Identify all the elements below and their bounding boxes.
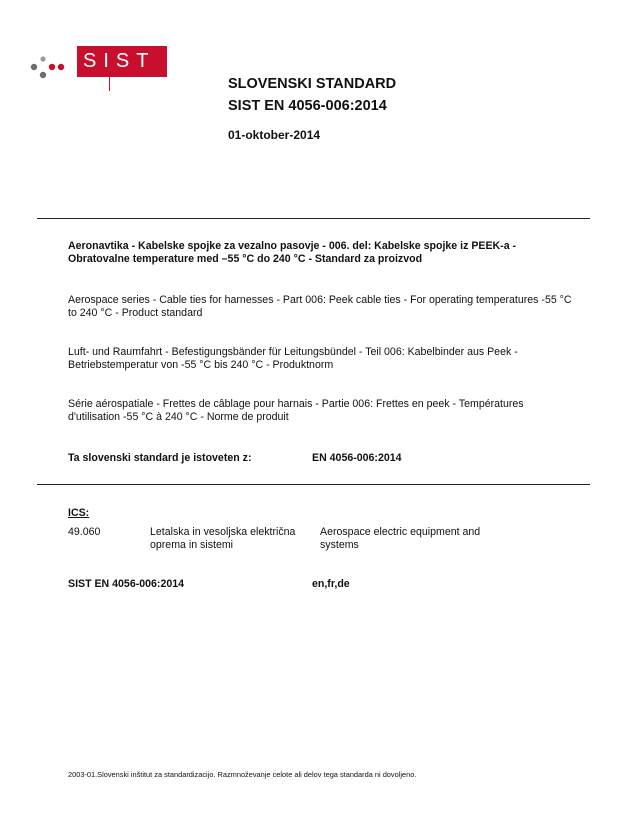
footer-languages: en,fr,de <box>312 578 350 590</box>
standard-number: SIST EN 4056-006:2014 <box>228 98 387 114</box>
title-french: Série aérospatiale - Frettes de câblage pour harnais - Partie 006: Frettes en peek - Températures d'utilisation -55 °C à 240 °C - Norme de produit <box>68 398 524 423</box>
ics-description-en: Aerospace electric equipment and systems <box>320 526 481 551</box>
ics-code: 49.060 <box>68 526 101 538</box>
title-german: Luft- und Raumfahrt - Befestigungsbänder für Leitungsbündel - Teil 006: Kabelbinder aus Peek - Betriebstemperatur von -55 °C bis 240 °C - Produktnorm <box>68 346 518 371</box>
copyright-notice: 2003-01.Slovenski inštitut za standardizacijo. Razmnoževanje celote ali delov tega standarda ni dovoljeno. <box>68 770 417 779</box>
logo-dots-icon <box>30 56 70 88</box>
middle-divider <box>37 484 590 485</box>
footer-standard-number: SIST EN 4056-006:2014 <box>68 578 185 590</box>
title-english: Aerospace series - Cable ties for harnesses - Part 006: Peek cable ties - For operating temperatures -55 °C to 240 °C - Product standard <box>68 294 572 319</box>
logo-text: SIST <box>83 50 156 72</box>
top-divider <box>37 218 590 219</box>
identical-value: EN 4056-006:2014 <box>312 452 402 464</box>
title-slovenian: Aeronavtika - Kabelske spojke za vezalno pasovje - 006. del: Kabelske spojke iz PEEK-a - Obratovalne temperature med –55 °C do 240 °C - Standard za proizvod <box>68 240 517 265</box>
ics-description-sl: Letalska in vesoljska električna oprema in sistemi <box>150 526 296 551</box>
sist-logo <box>77 46 167 77</box>
logo-divider <box>109 77 110 91</box>
identical-label: Ta slovenski standard je istoveten z: <box>68 452 252 464</box>
publication-date: 01-oktober-2014 <box>228 128 321 142</box>
ics-label: ICS: <box>68 507 90 519</box>
document-type: SLOVENSKI STANDARD <box>228 76 397 92</box>
